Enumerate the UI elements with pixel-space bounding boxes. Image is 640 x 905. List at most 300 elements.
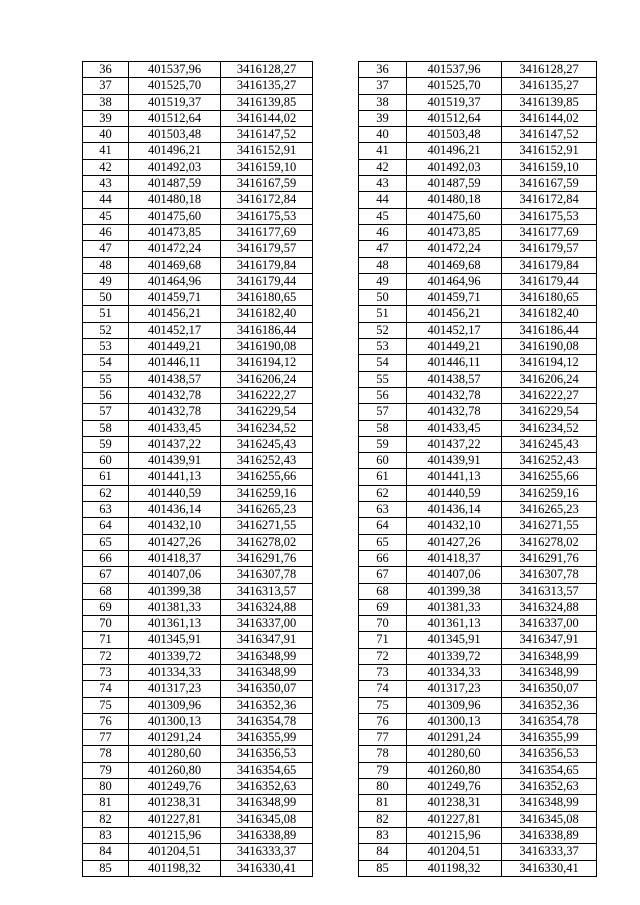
y-coordinate-cell: 3416333,37 [502,844,597,860]
x-coordinate-cell: 401407,06 [129,567,221,583]
table-row [359,469,597,485]
y-coordinate-cell: 3416271,55 [221,518,313,534]
x-coordinate-cell: 401280,60 [129,746,221,762]
y-coordinate-cell: 3416245,43 [221,436,313,452]
table-row [359,257,597,273]
table-row [359,795,597,811]
point-number-cell: 51 [83,306,129,322]
point-number-cell: 44 [359,192,407,208]
x-coordinate-cell: 401427,26 [407,534,502,550]
table-row [359,387,597,403]
point-number-cell: 81 [359,795,407,811]
x-coordinate-cell: 401198,32 [407,860,502,876]
y-coordinate-cell: 3416180,65 [221,290,313,306]
point-number-cell: 49 [83,273,129,289]
point-number-cell: 70 [359,616,407,632]
x-coordinate-cell: 401480,18 [407,192,502,208]
x-coordinate-cell: 401456,21 [129,306,221,322]
y-coordinate-cell: 3416259,16 [502,485,597,501]
point-number-cell: 63 [359,502,407,518]
y-coordinate-cell: 3416338,89 [502,827,597,843]
y-coordinate-cell: 3416356,53 [502,746,597,762]
x-coordinate-cell: 401334,33 [407,664,502,680]
y-coordinate-cell: 3416144,02 [502,110,597,126]
x-coordinate-cell: 401512,64 [407,110,502,126]
table-row [359,697,597,713]
table-row [359,502,597,518]
y-coordinate-cell: 3416252,43 [502,453,597,469]
point-number-cell: 56 [359,387,407,403]
point-number-cell: 43 [83,176,129,192]
point-number-cell: 83 [83,827,129,843]
y-coordinate-cell: 3416172,84 [502,192,597,208]
x-coordinate-cell: 401441,13 [129,469,221,485]
y-coordinate-cell: 3416179,57 [502,241,597,257]
y-coordinate-cell: 3416167,59 [221,176,313,192]
x-coordinate-cell: 401407,06 [407,567,502,583]
table-row [83,143,313,159]
table-row [83,632,313,648]
table-row [359,127,597,143]
x-coordinate-cell: 401291,24 [407,730,502,746]
table-row [83,306,313,322]
y-coordinate-cell: 3416347,91 [221,632,313,648]
y-coordinate-cell: 3416255,66 [221,469,313,485]
point-number-cell: 60 [83,453,129,469]
y-coordinate-cell: 3416135,27 [221,78,313,94]
y-coordinate-cell: 3416135,27 [502,78,597,94]
point-number-cell: 78 [83,746,129,762]
y-coordinate-cell: 3416179,84 [221,257,313,273]
x-coordinate-cell: 401381,33 [129,599,221,615]
x-coordinate-cell: 401440,59 [129,485,221,501]
x-coordinate-cell: 401432,78 [407,404,502,420]
table-row [83,648,313,664]
x-coordinate-cell: 401459,71 [129,290,221,306]
y-coordinate-cell: 3416222,27 [502,387,597,403]
point-number-cell: 49 [359,273,407,289]
x-coordinate-cell: 401492,03 [407,159,502,175]
point-number-cell: 70 [83,616,129,632]
x-coordinate-cell: 401449,21 [407,339,502,355]
y-coordinate-cell: 3416159,10 [221,159,313,175]
point-number-cell: 84 [83,844,129,860]
y-coordinate-cell: 3416348,99 [221,664,313,680]
x-coordinate-cell: 401238,31 [407,795,502,811]
point-number-cell: 77 [359,730,407,746]
y-coordinate-cell: 3416229,54 [502,404,597,420]
x-coordinate-cell: 401260,80 [407,762,502,778]
table-row [359,453,597,469]
y-coordinate-cell: 3416354,78 [502,713,597,729]
table-row [359,159,597,175]
x-coordinate-cell: 401525,70 [129,78,221,94]
point-number-cell: 59 [359,436,407,452]
y-coordinate-cell: 3416345,08 [221,811,313,827]
point-number-cell: 48 [359,257,407,273]
point-number-cell: 58 [359,420,407,436]
table-row [83,453,313,469]
table-row [83,567,313,583]
x-coordinate-cell: 401519,37 [407,94,502,110]
point-number-cell: 80 [83,779,129,795]
y-coordinate-cell: 3416182,40 [221,306,313,322]
table-row [359,110,597,126]
table-row [359,681,597,697]
point-number-cell: 38 [359,94,407,110]
x-coordinate-cell: 401441,13 [407,469,502,485]
x-coordinate-cell: 401427,26 [129,534,221,550]
x-coordinate-cell: 401432,78 [129,404,221,420]
point-number-cell: 82 [83,811,129,827]
y-coordinate-cell: 3416206,24 [502,371,597,387]
y-coordinate-cell: 3416167,59 [502,176,597,192]
y-coordinate-cell: 3416234,52 [502,420,597,436]
table-row [83,518,313,534]
point-number-cell: 71 [359,632,407,648]
point-number-cell: 68 [83,583,129,599]
point-number-cell: 60 [359,453,407,469]
y-coordinate-cell: 3416352,63 [221,779,313,795]
table-row [83,355,313,371]
x-coordinate-cell: 401345,91 [129,632,221,648]
x-coordinate-cell: 401433,45 [129,420,221,436]
table-row [83,110,313,126]
point-number-cell: 65 [359,534,407,550]
table-row [359,534,597,550]
point-number-cell: 45 [83,208,129,224]
x-coordinate-cell: 401215,96 [407,827,502,843]
point-number-cell: 82 [359,811,407,827]
y-coordinate-cell: 3416186,44 [502,322,597,338]
y-coordinate-cell: 3416355,99 [502,730,597,746]
x-coordinate-cell: 401503,48 [407,127,502,143]
point-number-cell: 43 [359,176,407,192]
point-number-cell: 54 [359,355,407,371]
x-coordinate-cell: 401438,57 [407,371,502,387]
y-coordinate-cell: 3416159,10 [502,159,597,175]
y-coordinate-cell: 3416194,12 [502,355,597,371]
table-row [83,192,313,208]
x-coordinate-cell: 401432,78 [407,387,502,403]
table-row [359,404,597,420]
point-number-cell: 62 [359,485,407,501]
point-number-cell: 65 [83,534,129,550]
point-number-cell: 74 [359,681,407,697]
x-coordinate-cell: 401446,11 [407,355,502,371]
point-number-cell: 54 [83,355,129,371]
y-coordinate-cell: 3416324,88 [502,599,597,615]
point-number-cell: 76 [359,713,407,729]
x-coordinate-cell: 401437,22 [129,436,221,452]
table-row [359,550,597,566]
table-row [83,273,313,289]
table-row [359,224,597,240]
x-coordinate-cell: 401334,33 [129,664,221,680]
y-coordinate-cell: 3416348,99 [502,795,597,811]
coordinates-table-right [358,61,597,877]
y-coordinate-cell: 3416338,89 [221,827,313,843]
point-number-cell: 37 [83,78,129,94]
table-row [359,420,597,436]
point-number-cell: 48 [83,257,129,273]
x-coordinate-cell: 401300,13 [129,713,221,729]
point-number-cell: 39 [83,110,129,126]
y-coordinate-cell: 3416350,07 [221,681,313,697]
table-row [359,339,597,355]
point-number-cell: 37 [359,78,407,94]
y-coordinate-cell: 3416345,08 [502,811,597,827]
point-number-cell: 78 [359,746,407,762]
x-coordinate-cell: 401215,96 [129,827,221,843]
x-coordinate-cell: 401519,37 [129,94,221,110]
table-row [359,78,597,94]
y-coordinate-cell: 3416234,52 [221,420,313,436]
point-number-cell: 83 [359,827,407,843]
table-row [359,241,597,257]
point-number-cell: 77 [83,730,129,746]
point-number-cell: 81 [83,795,129,811]
x-coordinate-cell: 401436,14 [407,502,502,518]
table-row [359,371,597,387]
y-coordinate-cell: 3416147,52 [502,127,597,143]
table-row [83,534,313,550]
point-number-cell: 63 [83,502,129,518]
y-coordinate-cell: 3416144,02 [221,110,313,126]
y-coordinate-cell: 3416265,23 [221,502,313,518]
y-coordinate-cell: 3416352,36 [502,697,597,713]
point-number-cell: 47 [83,241,129,257]
table-row [83,583,313,599]
y-coordinate-cell: 3416139,85 [221,94,313,110]
x-coordinate-cell: 401260,80 [129,762,221,778]
x-coordinate-cell: 401525,70 [407,78,502,94]
table-row [83,420,313,436]
table-row [83,485,313,501]
y-coordinate-cell: 3416348,99 [502,664,597,680]
x-coordinate-cell: 401300,13 [407,713,502,729]
y-coordinate-cell: 3416194,12 [221,355,313,371]
point-number-cell: 57 [359,404,407,420]
x-coordinate-cell: 401317,23 [129,681,221,697]
point-number-cell: 79 [83,762,129,778]
point-number-cell: 72 [83,648,129,664]
point-number-cell: 85 [83,860,129,876]
table-row [83,436,313,452]
y-coordinate-cell: 3416190,08 [221,339,313,355]
x-coordinate-cell: 401249,76 [407,779,502,795]
table-row [83,681,313,697]
y-coordinate-cell: 3416128,27 [221,62,313,78]
x-coordinate-cell: 401503,48 [129,127,221,143]
point-number-cell: 51 [359,306,407,322]
x-coordinate-cell: 401227,81 [129,811,221,827]
x-coordinate-cell: 401475,60 [407,208,502,224]
y-coordinate-cell: 3416206,24 [221,371,313,387]
table-row [83,827,313,843]
point-number-cell: 41 [359,143,407,159]
x-coordinate-cell: 401473,85 [129,224,221,240]
table-row [83,844,313,860]
y-coordinate-cell: 3416330,41 [502,860,597,876]
y-coordinate-cell: 3416271,55 [502,518,597,534]
table-row [83,339,313,355]
point-number-cell: 69 [359,599,407,615]
point-number-cell: 46 [83,224,129,240]
x-coordinate-cell: 401361,13 [129,616,221,632]
table-row [359,143,597,159]
table-row [359,762,597,778]
point-number-cell: 36 [359,62,407,78]
x-coordinate-cell: 401345,91 [407,632,502,648]
y-coordinate-cell: 3416352,63 [502,779,597,795]
y-coordinate-cell: 3416313,57 [502,583,597,599]
point-number-cell: 71 [83,632,129,648]
y-coordinate-cell: 3416354,65 [502,762,597,778]
x-coordinate-cell: 401496,21 [129,143,221,159]
x-coordinate-cell: 401399,38 [129,583,221,599]
x-coordinate-cell: 401198,32 [129,860,221,876]
y-coordinate-cell: 3416307,78 [502,567,597,583]
point-number-cell: 67 [359,567,407,583]
point-number-cell: 61 [359,469,407,485]
point-number-cell: 62 [83,485,129,501]
y-coordinate-cell: 3416347,91 [502,632,597,648]
table-row [83,159,313,175]
y-coordinate-cell: 3416278,02 [221,534,313,550]
point-number-cell: 73 [83,664,129,680]
x-coordinate-cell: 401439,91 [407,453,502,469]
x-coordinate-cell: 401432,10 [407,518,502,534]
x-coordinate-cell: 401291,24 [129,730,221,746]
x-coordinate-cell: 401317,23 [407,681,502,697]
table-row [359,94,597,110]
y-coordinate-cell: 3416354,65 [221,762,313,778]
table-row [359,713,597,729]
table-row [359,616,597,632]
table-row [359,860,597,876]
x-coordinate-cell: 401309,96 [407,697,502,713]
y-coordinate-cell: 3416182,40 [502,306,597,322]
x-coordinate-cell: 401446,11 [129,355,221,371]
x-coordinate-cell: 401452,17 [129,322,221,338]
x-coordinate-cell: 401432,10 [129,518,221,534]
table-row [83,746,313,762]
point-number-cell: 64 [83,518,129,534]
x-coordinate-cell: 401438,57 [129,371,221,387]
y-coordinate-cell: 3416265,23 [502,502,597,518]
table-row [359,62,597,78]
table-row [83,762,313,778]
x-coordinate-cell: 401436,14 [129,502,221,518]
y-coordinate-cell: 3416190,08 [502,339,597,355]
x-coordinate-cell: 401249,76 [129,779,221,795]
x-coordinate-cell: 401537,96 [407,62,502,78]
x-coordinate-cell: 401456,21 [407,306,502,322]
x-coordinate-cell: 401472,24 [407,241,502,257]
x-coordinate-cell: 401469,68 [407,257,502,273]
y-coordinate-cell: 3416291,76 [502,550,597,566]
point-number-cell: 75 [83,697,129,713]
point-number-cell: 76 [83,713,129,729]
point-number-cell: 53 [83,339,129,355]
table-row [83,127,313,143]
table-row [359,746,597,762]
table-row [83,811,313,827]
y-coordinate-cell: 3416354,78 [221,713,313,729]
table-row [83,779,313,795]
table-row [359,176,597,192]
x-coordinate-cell: 401227,81 [407,811,502,827]
x-coordinate-cell: 401487,59 [129,176,221,192]
y-coordinate-cell: 3416259,16 [221,485,313,501]
point-number-cell: 42 [83,159,129,175]
x-coordinate-cell: 401309,96 [129,697,221,713]
table-row [83,697,313,713]
table-row [83,860,313,876]
x-coordinate-cell: 401440,59 [407,485,502,501]
x-coordinate-cell: 401475,60 [129,208,221,224]
point-number-cell: 69 [83,599,129,615]
point-number-cell: 39 [359,110,407,126]
table-row [83,241,313,257]
table-row [359,322,597,338]
coordinates-table-left [82,61,313,877]
table-row [359,518,597,534]
y-coordinate-cell: 3416179,84 [502,257,597,273]
x-coordinate-cell: 401204,51 [129,844,221,860]
table-body-left [83,62,313,877]
y-coordinate-cell: 3416350,07 [502,681,597,697]
table-row [83,599,313,615]
y-coordinate-cell: 3416337,00 [502,616,597,632]
y-coordinate-cell: 3416291,76 [221,550,313,566]
table-row [359,827,597,843]
point-number-cell: 66 [359,550,407,566]
point-number-cell: 55 [359,371,407,387]
point-number-cell: 52 [359,322,407,338]
x-coordinate-cell: 401437,22 [407,436,502,452]
point-number-cell: 59 [83,436,129,452]
table-row [83,176,313,192]
y-coordinate-cell: 3416175,53 [502,208,597,224]
x-coordinate-cell: 401449,21 [129,339,221,355]
table-row [83,387,313,403]
x-coordinate-cell: 401472,24 [129,241,221,257]
x-coordinate-cell: 401361,13 [407,616,502,632]
point-number-cell: 40 [359,127,407,143]
y-coordinate-cell: 3416337,00 [221,616,313,632]
table-row [83,469,313,485]
point-number-cell: 36 [83,62,129,78]
y-coordinate-cell: 3416324,88 [221,599,313,615]
x-coordinate-cell: 401433,45 [407,420,502,436]
point-number-cell: 41 [83,143,129,159]
point-number-cell: 50 [83,290,129,306]
table-row [83,208,313,224]
table-row [359,192,597,208]
point-number-cell: 40 [83,127,129,143]
y-coordinate-cell: 3416313,57 [221,583,313,599]
table-row [83,616,313,632]
x-coordinate-cell: 401432,78 [129,387,221,403]
point-number-cell: 52 [83,322,129,338]
y-coordinate-cell: 3416255,66 [502,469,597,485]
y-coordinate-cell: 3416278,02 [502,534,597,550]
table-row [83,224,313,240]
point-number-cell: 75 [359,697,407,713]
table-row [83,404,313,420]
